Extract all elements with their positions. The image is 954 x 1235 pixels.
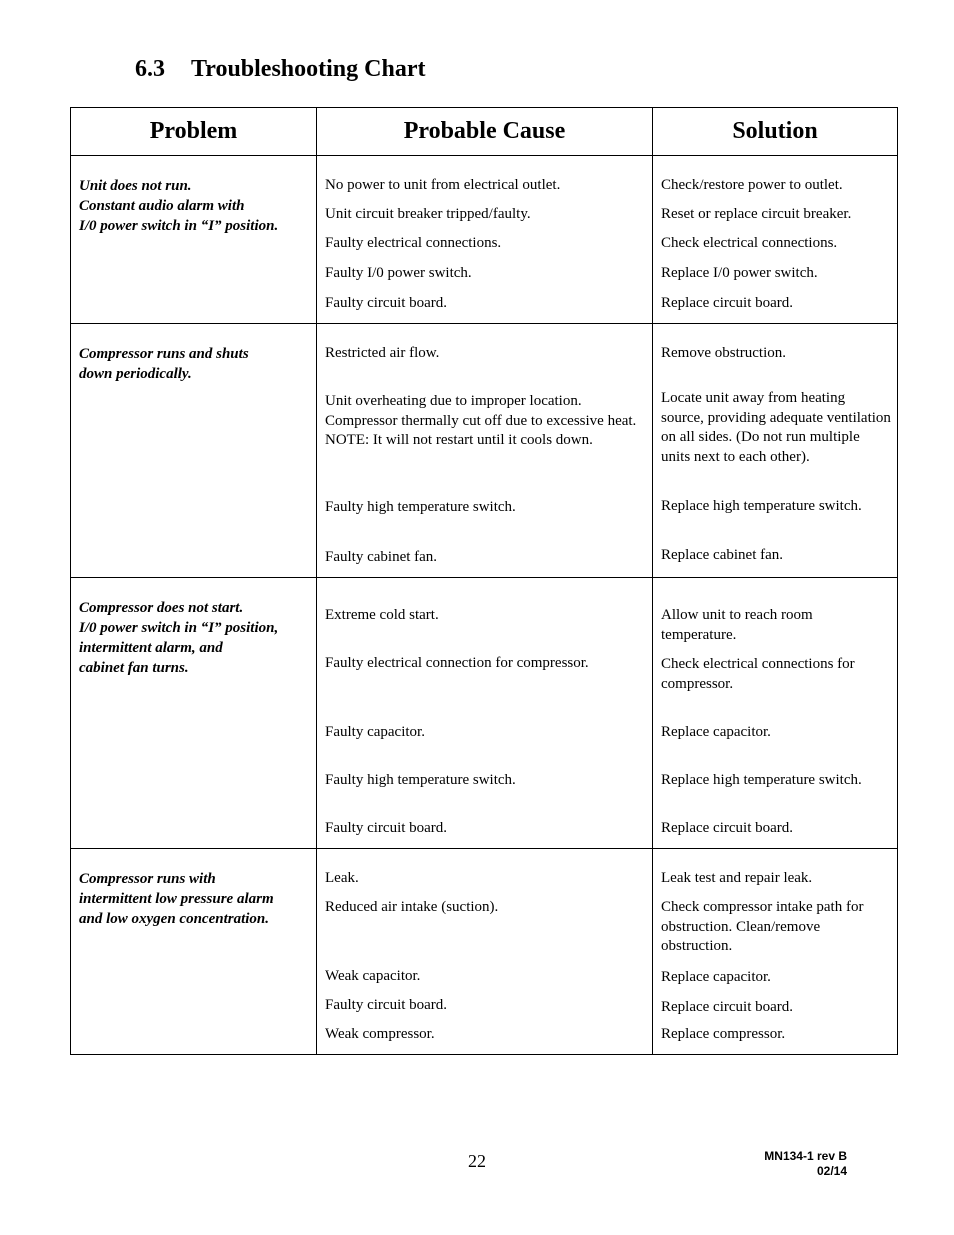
cause-item: Faulty circuit board.: [325, 997, 448, 1013]
table-row: [71, 849, 898, 1055]
section-number: 6.3: [135, 56, 165, 82]
cause-item: Faulty circuit board.: [325, 820, 448, 836]
header-cause: Probable Cause: [317, 108, 653, 156]
problem-line: intermittent low pressure alarm: [79, 891, 274, 907]
solution-item: Replace compressor.: [661, 1026, 786, 1042]
cause-item: Faulty I/0 power switch.: [325, 265, 472, 281]
problem-cell: [71, 156, 317, 324]
solution-item: Replace high temperature switch.: [661, 498, 862, 514]
cause-item: Faulty circuit board.: [325, 295, 448, 311]
cause-item: Faulty cabinet fan.: [325, 549, 438, 565]
solution-item: Replace capacitor.: [661, 969, 771, 985]
problem-line: Compressor does not start.: [79, 600, 244, 616]
solution-item: Replace circuit board.: [661, 999, 794, 1015]
table-row: [71, 156, 898, 324]
solution-cell: [653, 324, 898, 578]
cause-item: Restricted air flow.: [325, 345, 440, 361]
cause-cell: [317, 849, 653, 1055]
solution-item: Replace circuit board.: [661, 295, 794, 311]
solution-item: Allow unit to reach room temperature.: [661, 607, 813, 643]
solution-item: Leak test and repair leak.: [661, 870, 813, 886]
section-title-text: Troubleshooting Chart: [191, 56, 426, 82]
cause-item: Faulty electrical connections.: [325, 235, 502, 251]
solution-item: Check electrical connections.: [661, 235, 838, 251]
problem-cell: [71, 324, 317, 578]
solution-cell: [653, 849, 898, 1055]
table-row: [71, 324, 898, 578]
problem-line: I/0 power switch in “I” position,: [79, 620, 279, 636]
problem-cell: [71, 849, 317, 1055]
problem-cell: [71, 578, 317, 849]
solution-item: Check/restore power to outlet.: [661, 177, 843, 193]
cause-item: Leak.: [325, 870, 359, 886]
cause-item: Faulty capacitor.: [325, 724, 425, 740]
cause-item: Unit circuit breaker tripped/faulty.: [325, 206, 531, 222]
problem-line: Compressor runs with: [79, 871, 216, 887]
problem-line: Unit does not run.: [79, 178, 192, 194]
solution-item: Replace high temperature switch.: [661, 772, 862, 788]
doc-date: 02/14: [816, 1164, 847, 1178]
solution-cell: [653, 156, 898, 324]
problem-line: I/0 power switch in “I” position.: [79, 218, 279, 234]
problem-line: intermittent alarm, and: [79, 640, 223, 656]
problem-line: and low oxygen concentration.: [79, 911, 270, 927]
cause-cell: [317, 324, 653, 578]
header-row: [71, 108, 898, 156]
cause-item: Faulty electrical connection for compressor.: [325, 655, 589, 671]
solution-item: Replace capacitor.: [661, 724, 771, 740]
solution-item: Remove obstruction.: [661, 345, 786, 361]
page-number: 22: [468, 1151, 486, 1171]
document-id: [764, 1149, 847, 1179]
troubleshooting-table: [70, 107, 898, 1055]
solution-item: Check compressor intake path for obstruction. Clean/remove obstruction.: [661, 899, 864, 954]
solution-item: Replace circuit board.: [661, 820, 794, 836]
cause-item: Reduced air intake (suction).: [325, 899, 499, 915]
solution-item: Check electrical connections for compressor.: [661, 656, 855, 692]
cause-cell: [317, 578, 653, 849]
cause-item: Faulty high temperature switch.: [325, 499, 516, 515]
problem-line: down periodically.: [79, 366, 192, 382]
problem-line: Constant audio alarm with: [79, 198, 245, 214]
solution-item: Locate unit away from heating source, providing adequate ventilation on all sides. (Do not run multiple units next to each other).: [661, 390, 891, 465]
doc-revision: MN134-1 rev B: [764, 1149, 847, 1163]
header-solution: Solution: [653, 108, 898, 156]
problem-line: Compressor runs and shuts: [79, 346, 249, 362]
cause-item: Faulty high temperature switch.: [325, 772, 516, 788]
solution-item: Reset or replace circuit breaker.: [661, 206, 852, 222]
problem-line: cabinet fan turns.: [79, 660, 189, 676]
header-problem: Problem: [71, 108, 317, 156]
section-title: [135, 56, 425, 83]
solution-cell: [653, 578, 898, 849]
cause-item: Weak capacitor.: [325, 968, 421, 984]
cause-item: Unit overheating due to improper location. Compressor thermally cut off due to excessive heat. NOTE: It will not restart until it cools down.: [325, 393, 637, 448]
cause-item: Weak compressor.: [325, 1026, 435, 1042]
cause-item: Extreme cold start.: [325, 607, 439, 623]
cause-item: No power to unit from electrical outlet.: [325, 177, 561, 193]
solution-item: Replace cabinet fan.: [661, 547, 784, 563]
table-row: [71, 578, 898, 849]
cause-cell: [317, 156, 653, 324]
solution-item: Replace I/0 power switch.: [661, 265, 818, 281]
